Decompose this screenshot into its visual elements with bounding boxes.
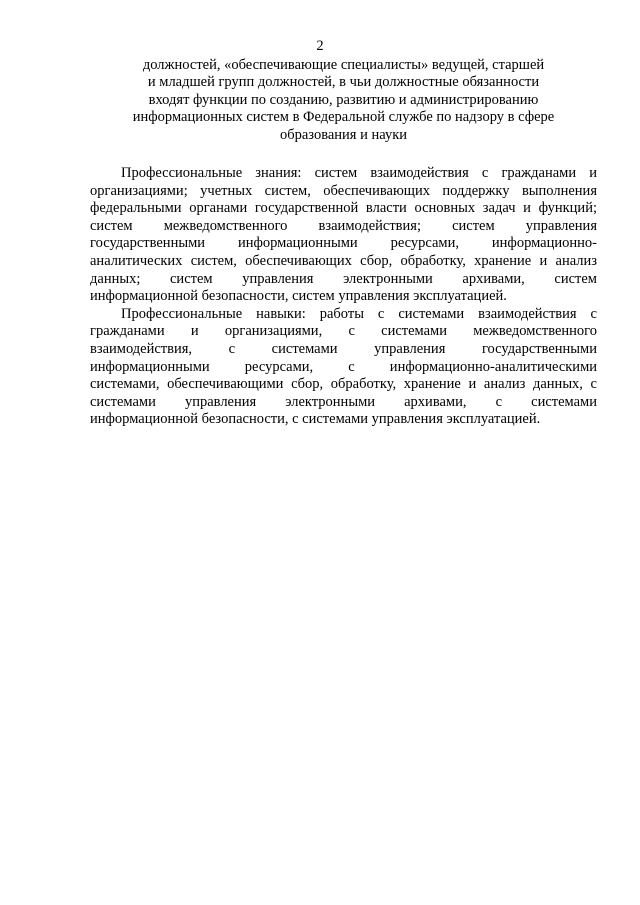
heading-line: и младшей групп должностей, в чьи должностные обязанности xyxy=(147,74,540,91)
heading-line: входят функции по созданию, развитию и администрированию xyxy=(148,91,539,108)
paragraph-line: федеральными органами государственной власти основных задач и функций; xyxy=(90,200,597,217)
paragraph-line: аналитических систем, обеспечивающих сбор, обработку, хранение и анализ xyxy=(90,252,597,269)
heading-line: информационных систем в Федеральной службе по надзору в сфере xyxy=(132,109,555,126)
paragraph-line: Профессиональные знания: систем взаимодействия с гражданами и xyxy=(121,165,597,181)
heading-line: должностей, «обеспечивающие специалисты» ведущей, старшей xyxy=(142,57,545,73)
paragraph-line: системами управления электронными архивами, с системами xyxy=(90,393,597,410)
paragraph-professional-skills xyxy=(90,306,597,429)
paragraph-line: гражданами и организациями, с системами межведомственного xyxy=(90,323,597,340)
paragraph-line: систем межведомственного взаимодействия; систем управления xyxy=(90,217,597,234)
paragraph-line: информационной безопасности, с системами управления эксплуатацией. xyxy=(90,411,541,428)
paragraph-professional-knowledge xyxy=(90,165,597,306)
paragraph-line: системами, обеспечивающими сбор, обработку, хранение и анализ данных, с xyxy=(90,376,597,393)
paragraph-line: государственными информационными ресурсами, информационно- xyxy=(90,235,597,252)
paragraph-line: организациями; учетных систем, обеспечивающих поддержку выполнения xyxy=(90,182,597,199)
document-body xyxy=(90,165,597,429)
paragraph-line: информационной безопасности, систем управления эксплуатацией. xyxy=(90,288,507,305)
paragraph-line: данных; систем управления электронными архивами, систем xyxy=(90,270,597,287)
paragraph-line: взаимодействия, с системами управления государственными xyxy=(90,340,597,357)
paragraph-line: Профессиональные навыки: работы с системами взаимодействия с xyxy=(121,305,597,322)
page-number: 2 xyxy=(316,38,324,54)
document-heading xyxy=(90,57,597,144)
paragraph-line: информационными ресурсами, с информационно-аналитическими xyxy=(90,358,597,375)
heading-line: образования и науки xyxy=(279,126,407,143)
